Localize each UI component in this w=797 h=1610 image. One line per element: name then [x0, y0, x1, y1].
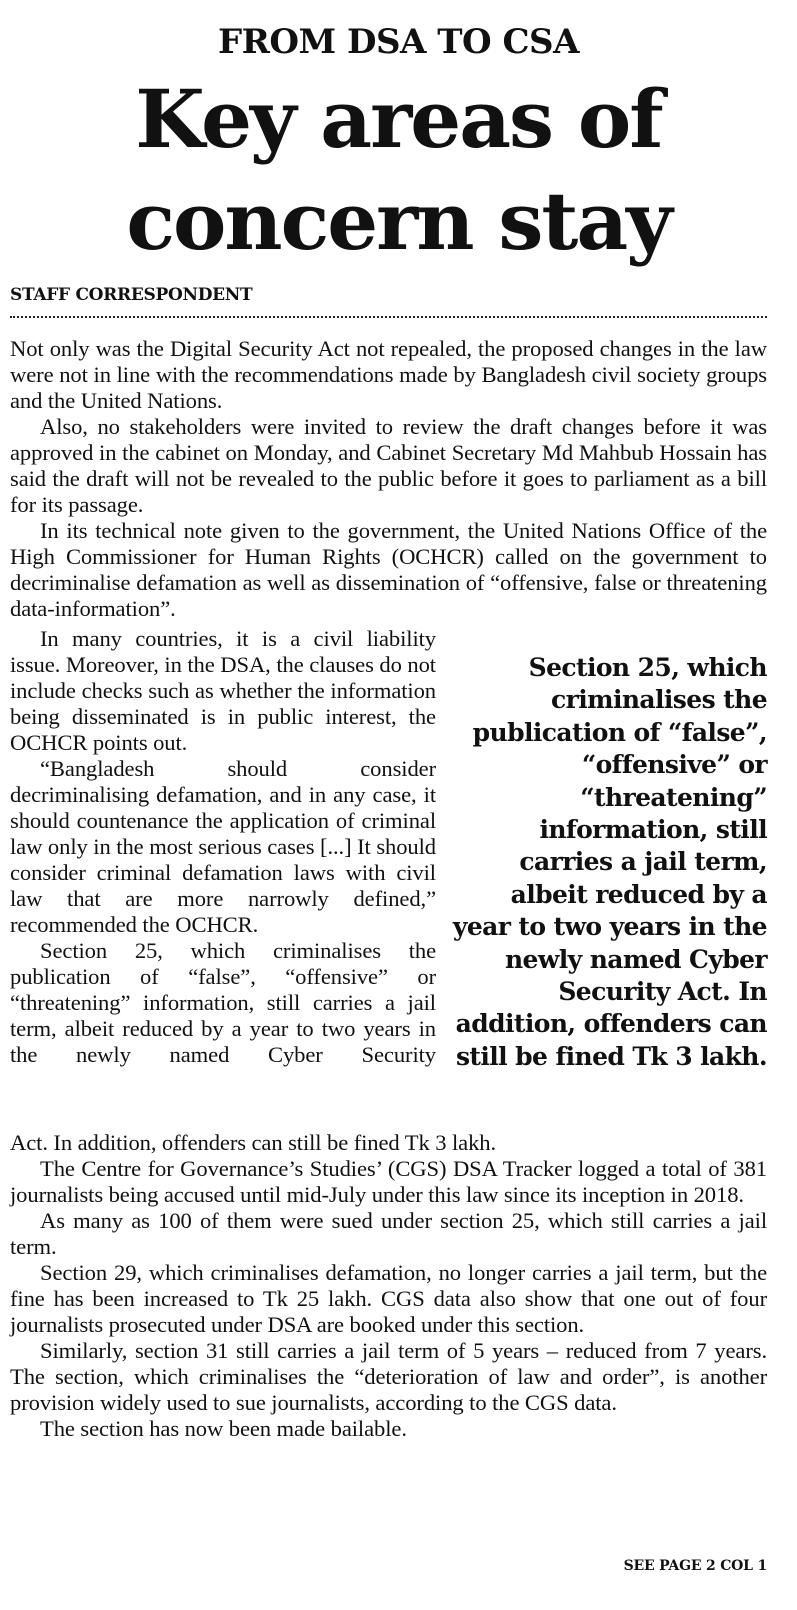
paragraph: In many countries, it is a civil liability issue. Moreover, in the DSA, the clauses do not include checks such as whether the information being disseminated is in public interest, the OCHCR points out.: [10, 626, 436, 755]
pull-quote: Section 25, which criminalises the publication of “false”, “offensive” or “threatening” information, still carries a jail term, albeit reduced by a year to two years in the newly named Cyber Security Act. In addition, offenders can still be fined Tk 3 lakh.: [452, 653, 767, 1071]
paragraph: The section has now been made bailable.: [40, 1416, 407, 1441]
paragraph: “Bangladesh should consider decriminalising defamation, and in any case, it should countenance the application of criminal law only in the most serious cases [...] It should consider criminal defamation laws with civil law that are more narrowly defined,” recommended the OCHCR.: [10, 756, 436, 937]
paragraph: Also, no stakeholders were invited to review the draft changes before it was approved in the cabinet on Monday, and Cabinet Secretary Md Mahbub Hossain has said the draft will not be revealed to the public before it goes to parliament as a bill for its passage.: [10, 414, 767, 517]
kicker: FROM DSA TO CSA: [218, 22, 579, 62]
paragraph: Section 29, which criminalises defamation, no longer carries a jail term, but the fine has been increased to Tk 25 lakh. CGS data also show that one out of four journalists prosecuted under DSA are booked under this section.: [10, 1260, 767, 1337]
byline-divider: [10, 316, 767, 318]
paragraph: In its technical note given to the government, the United Nations Office of the High Commissioner for Human Rights (OCHCR) called on the government to decriminalise defamation as well as dissemination of “offensive, false or threatening data-information”.: [10, 518, 767, 621]
paragraph: Section 25, which criminalises the publication of “false”, “offensive” or “threatening” information, still carries a jail term, albeit reduced by a year to two years in the newly named Cyber Security: [10, 938, 436, 1067]
article-body-top: [10, 336, 767, 622]
paragraph: Not only was the Digital Security Act not repealed, the proposed changes in the law were not in line with the recommendations made by Bangladesh civil society groups and the United Nations.: [10, 336, 767, 413]
paragraph: Act. In addition, offenders can still be fined Tk 3 lakh.: [10, 1130, 497, 1155]
article-body-bottom: [10, 1130, 767, 1442]
headline: Key areas of concern stay: [126, 72, 671, 268]
paragraph: The Centre for Governance’s Studies’ (CGS) DSA Tracker logged a total of 381 journalists being accused until mid-July under this law since its inception in 2018.: [10, 1156, 767, 1207]
article-body-column: [10, 626, 436, 1068]
byline: STAFF CORRESPONDENT: [10, 285, 253, 305]
jump-line[interactable]: SEE PAGE 2 COL 1: [623, 1558, 767, 1574]
paragraph: As many as 100 of them were sued under section 25, which still carries a jail term.: [10, 1208, 767, 1259]
paragraph: Similarly, section 31 still carries a jail term of 5 years – reduced from 7 years. The section, which criminalises the “deterioration of law and order”, is another provision widely used to sue journalists, according to the CGS data.: [10, 1338, 767, 1415]
